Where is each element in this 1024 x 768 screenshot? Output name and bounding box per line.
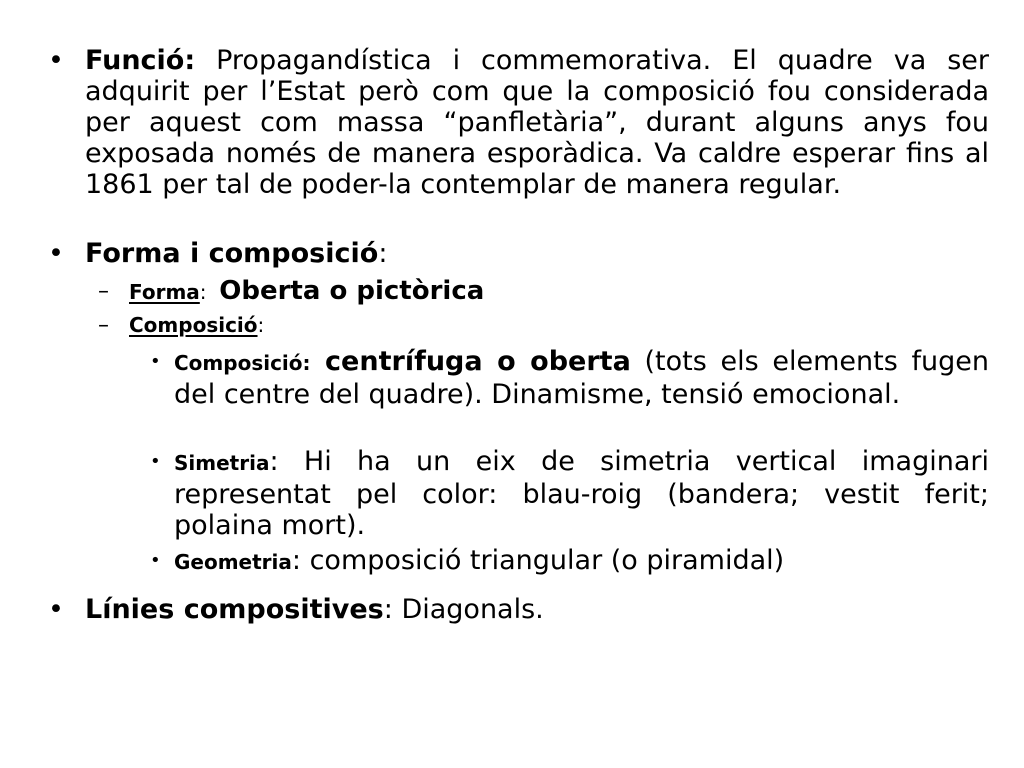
sub-composicio-label: Composició: xyxy=(174,351,311,375)
simetria-text: : Hi ha un eix de simetria vertical imaginari representat pel color: blau-roig (bandera; vestit ferit; polaina mort). xyxy=(174,446,989,541)
linies-text: : Diagonals. xyxy=(383,594,544,625)
dash-icon: – xyxy=(98,279,109,304)
bullet-icon: • xyxy=(48,594,64,625)
sub-item-composicio xyxy=(98,310,989,342)
geometria-label: Geometria xyxy=(174,550,292,574)
funcio-label: Funció: xyxy=(85,45,196,76)
bullet-forma-composicio xyxy=(48,238,989,269)
funcio-text: Propagandística i commemorativa. El quadre va ser adquirit per l’Estat però com que la composició fou considerada per aquest com massa “panfletària”, durant alguns anys fou exposada només de manera esporàdica. Va caldre esperar fins al 1861 per tal de poder-la contemplar de manera regular. xyxy=(85,45,989,200)
bullet-linies-compositives xyxy=(48,594,989,625)
bullet-sub-composicio xyxy=(150,346,989,410)
bullet-icon: • xyxy=(150,351,161,372)
bullet-geometria xyxy=(150,545,989,578)
forma-separator: : xyxy=(199,280,220,304)
bullet-simetria xyxy=(150,446,989,541)
simetria-label: Simetria xyxy=(174,451,270,475)
sub-composicio-text: (tots els elements fugen del centre del quadre). Dinamisme, tensió emocional. xyxy=(174,346,989,410)
dash-icon: – xyxy=(98,313,109,338)
forma-value: Oberta o pictòrica xyxy=(219,276,485,306)
composicio-label: Composició xyxy=(129,313,258,337)
linies-label: Línies compositives xyxy=(85,594,384,625)
sub-item-forma xyxy=(98,276,989,309)
forma-label: Forma xyxy=(129,280,200,304)
bullet-funcio xyxy=(48,45,989,200)
geometria-text: : composició triangular (o piramidal) xyxy=(291,545,785,576)
forma-composicio-label: Forma i composició xyxy=(85,238,379,269)
sub-composicio-value: centrífuga o oberta xyxy=(310,346,631,377)
composicio-separator: : xyxy=(257,313,265,337)
bullet-icon: • xyxy=(150,451,161,472)
forma-composicio-suffix: : xyxy=(378,238,388,269)
bullet-icon: • xyxy=(150,550,161,571)
bullet-icon: • xyxy=(48,45,64,76)
bullet-icon: • xyxy=(48,238,64,269)
